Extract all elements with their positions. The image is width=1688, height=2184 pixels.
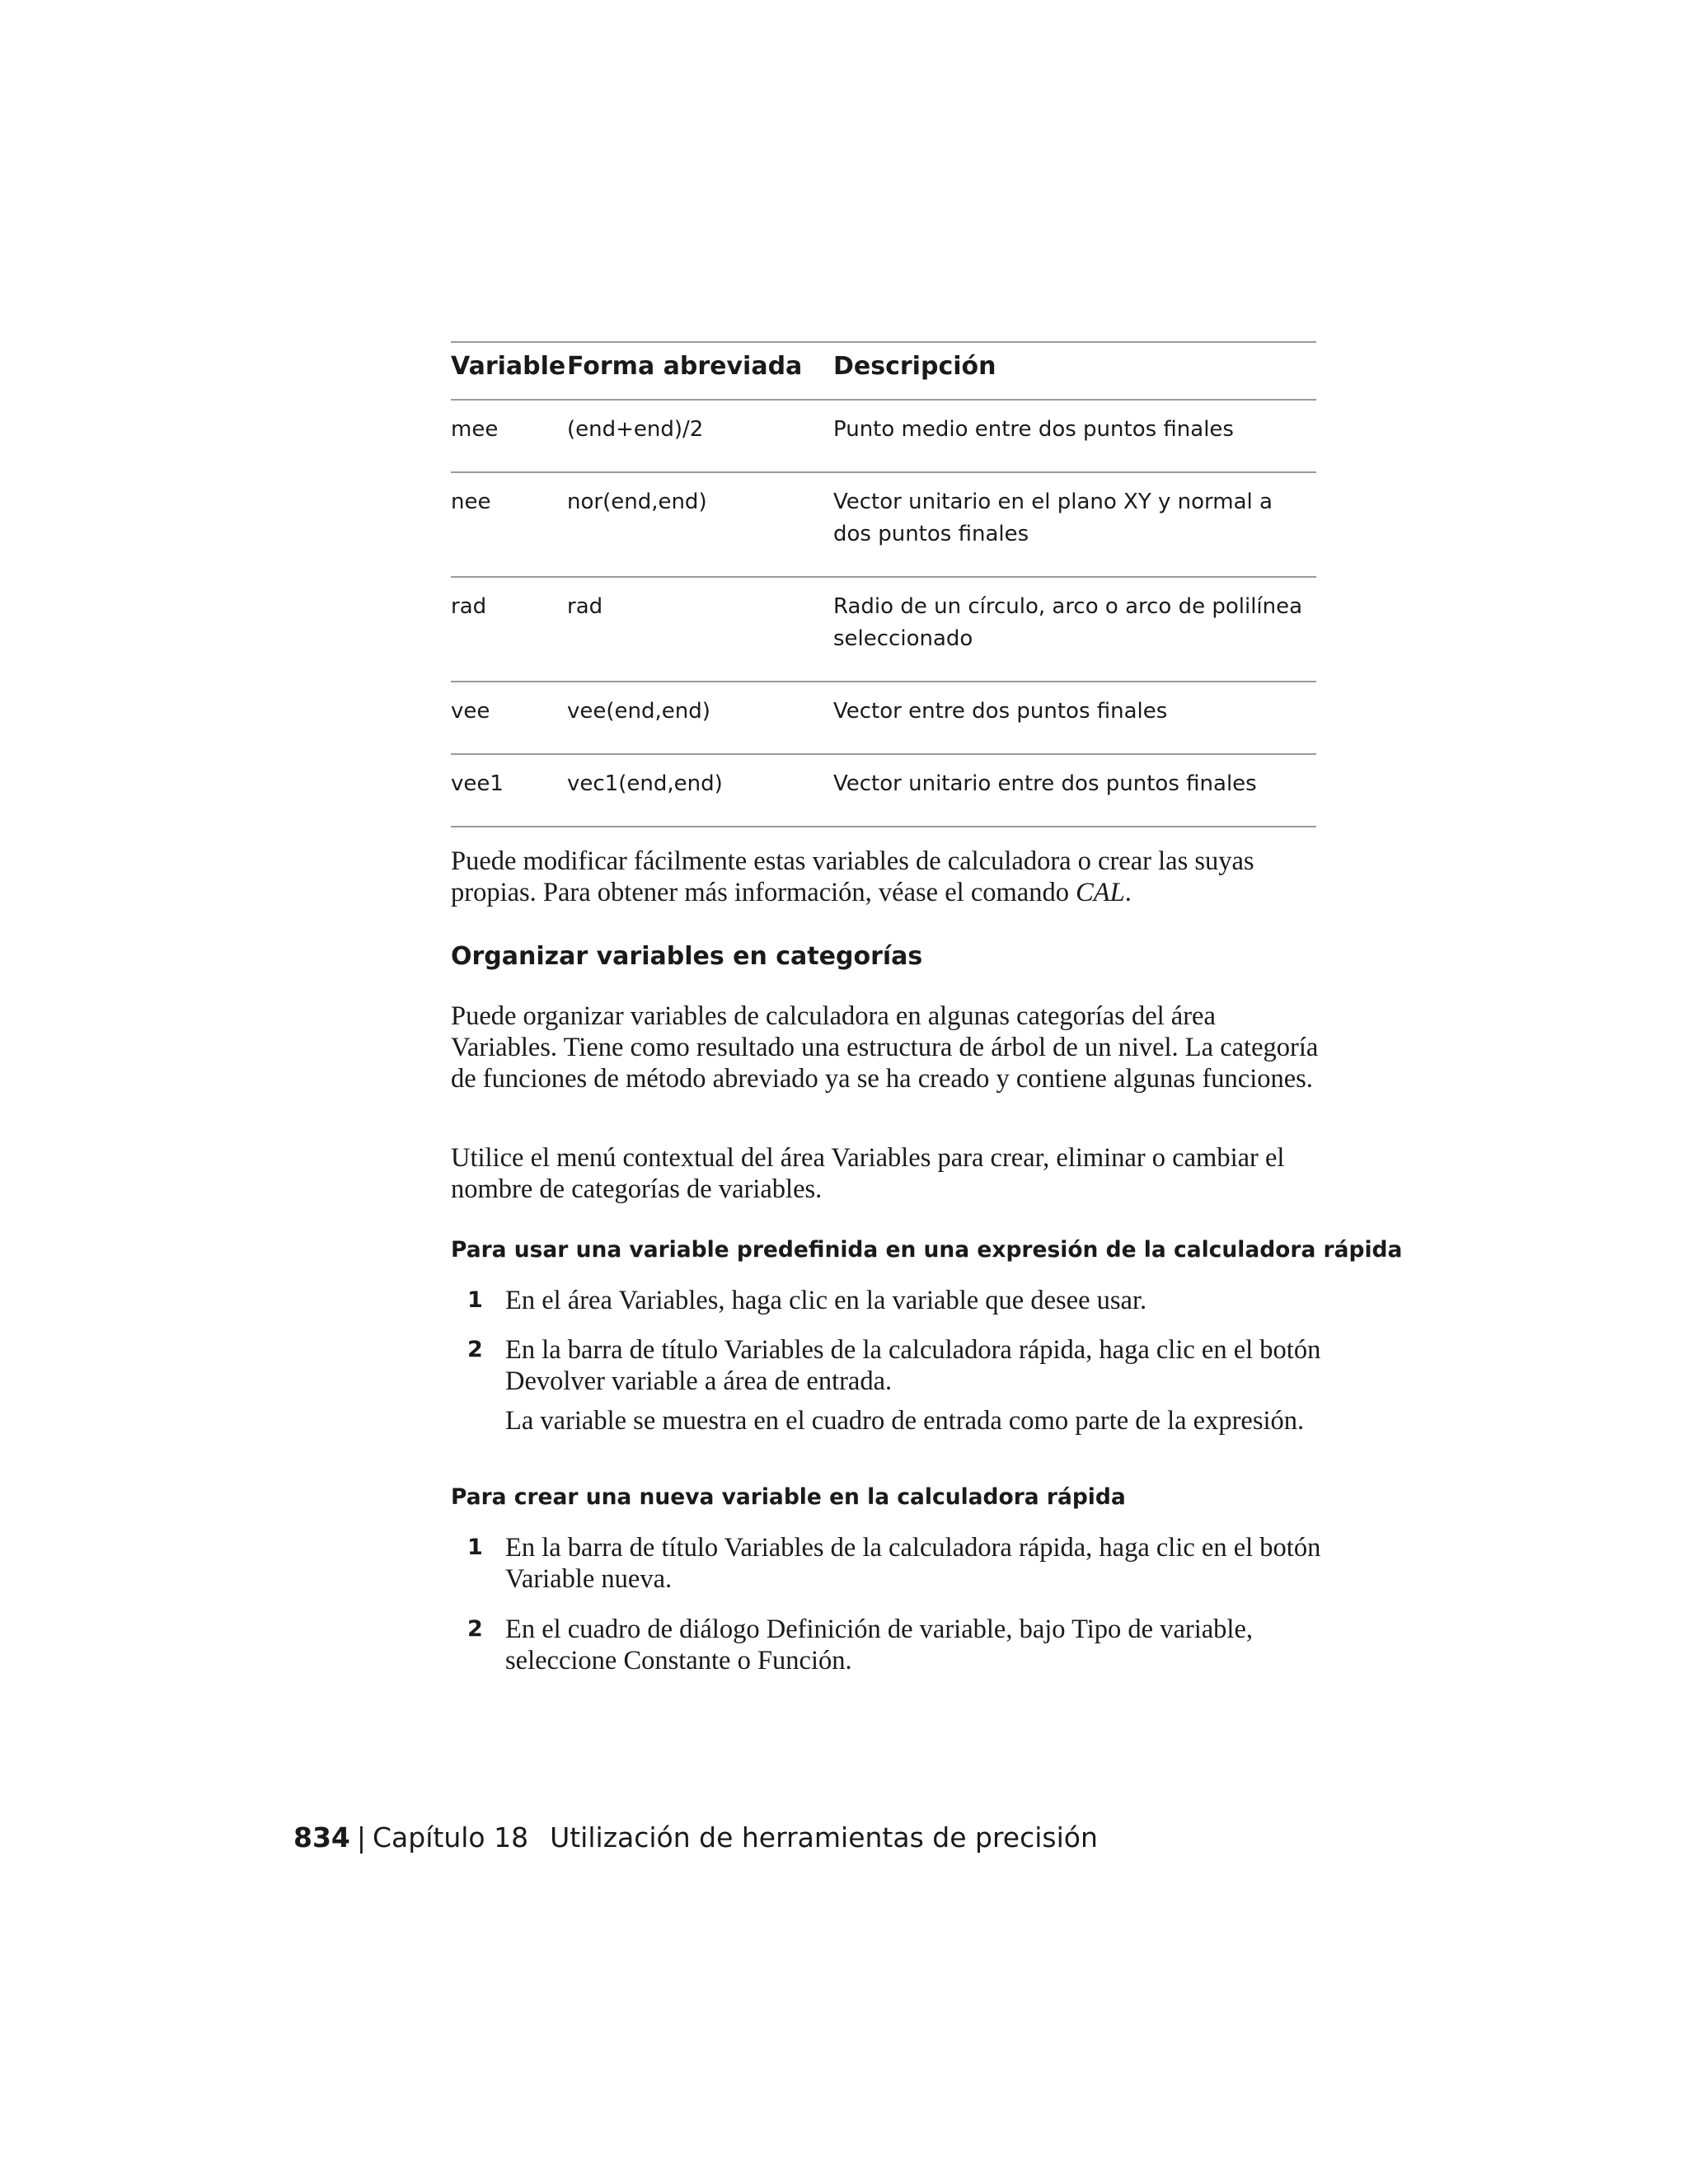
step-text: En el área Variables, haga clic en la variable que desee usar.	[505, 1286, 1147, 1315]
cell-variable: rad	[451, 594, 487, 619]
table-row	[451, 682, 1316, 753]
procedure-step	[451, 1614, 1325, 1676]
cell-description: Vector entre dos puntos finales	[833, 699, 1168, 724]
table-row	[451, 578, 1316, 681]
procedure-step	[451, 1532, 1325, 1595]
step-number: 1	[467, 1287, 483, 1313]
procedure-heading: Para crear una nueva variable en la calculadora rápida	[451, 1484, 1126, 1510]
procedure-step	[451, 1285, 1325, 1316]
table-row	[451, 755, 1316, 826]
step-result: La variable se muestra en el cuadro de entrada como parte de la expresión.	[505, 1406, 1305, 1436]
cell-description: Punto medio entre dos puntos finales	[833, 417, 1234, 442]
cell-description: Radio de un círculo, arco o arco de polilínea seleccionado	[833, 594, 1303, 651]
cell-description: Vector unitario en el plano XY y normal a dos puntos finales	[833, 490, 1273, 546]
page-number: 834	[293, 1821, 350, 1854]
step-number: 1	[467, 1535, 483, 1560]
cell-shortcut: vee(end,end)	[567, 699, 710, 724]
cell-shortcut: rad	[567, 594, 603, 619]
cell-description: Vector unitario entre dos puntos finales	[833, 771, 1257, 796]
cell-shortcut: (end+end)/2	[567, 417, 704, 442]
table-row	[451, 401, 1316, 471]
page-footer	[293, 1820, 1098, 1856]
table-bottom-rule	[451, 826, 1316, 827]
intro-end: .	[1124, 878, 1132, 907]
procedure-step	[451, 1334, 1325, 1436]
step-text: En el cuadro de diálogo Definición de variable, bajo Tipo de variable, seleccione Constante o Función.	[505, 1615, 1254, 1675]
cell-variable: nee	[451, 490, 491, 514]
step-text: En la barra de título Variables de la calculadora rápida, haga clic en el botón Devolver variable a área de entrada.	[505, 1335, 1321, 1396]
header-shortcut: Forma abreviada	[567, 352, 803, 381]
intro-paragraph	[451, 846, 1325, 908]
step-number: 2	[467, 1616, 483, 1642]
cell-variable: vee1	[451, 771, 504, 796]
chapter-title: Utilización de herramientas de precisión	[550, 1821, 1098, 1854]
variables-table	[451, 341, 1316, 827]
procedure-heading: Para usar una variable predefinida en una expresión de la calculadora rápida	[451, 1237, 1403, 1263]
cal-command-link[interactable]: CAL	[1076, 878, 1125, 907]
header-description: Descripción	[833, 352, 996, 381]
cell-variable: mee	[451, 417, 499, 442]
chapter-label: Capítulo 18	[373, 1821, 529, 1854]
section-heading: Organizar variables en categorías	[451, 942, 923, 971]
cell-shortcut: nor(end,end)	[567, 490, 707, 514]
table-row	[451, 473, 1316, 576]
header-variable: Variable	[451, 352, 566, 381]
step-text: En la barra de título Variables de la calculadora rápida, haga clic en el botón Variable nueva.	[505, 1533, 1321, 1594]
section-paragraph: Puede organizar variables de calculadora en algunas categorías del área Variables. Tiene como resultado una estructura de árbol de un nivel. La categoría de funciones de método abreviado ya se ha creado y contiene algunas funciones.	[451, 1001, 1319, 1094]
step-number: 2	[467, 1337, 483, 1362]
cell-variable: vee	[451, 699, 490, 724]
intro-text: Puede modificar fácilmente estas variables de calculadora o crear las suyas propias. Para obtener más información, véase el comando	[451, 846, 1254, 907]
table-header-row	[451, 343, 1316, 399]
footer-separator: |	[356, 1821, 367, 1854]
cell-shortcut: vec1(end,end)	[567, 771, 723, 796]
section-paragraph: Utilice el menú contextual del área Variables para crear, eliminar o cambiar el nombre de categorías de variables.	[451, 1143, 1285, 1204]
